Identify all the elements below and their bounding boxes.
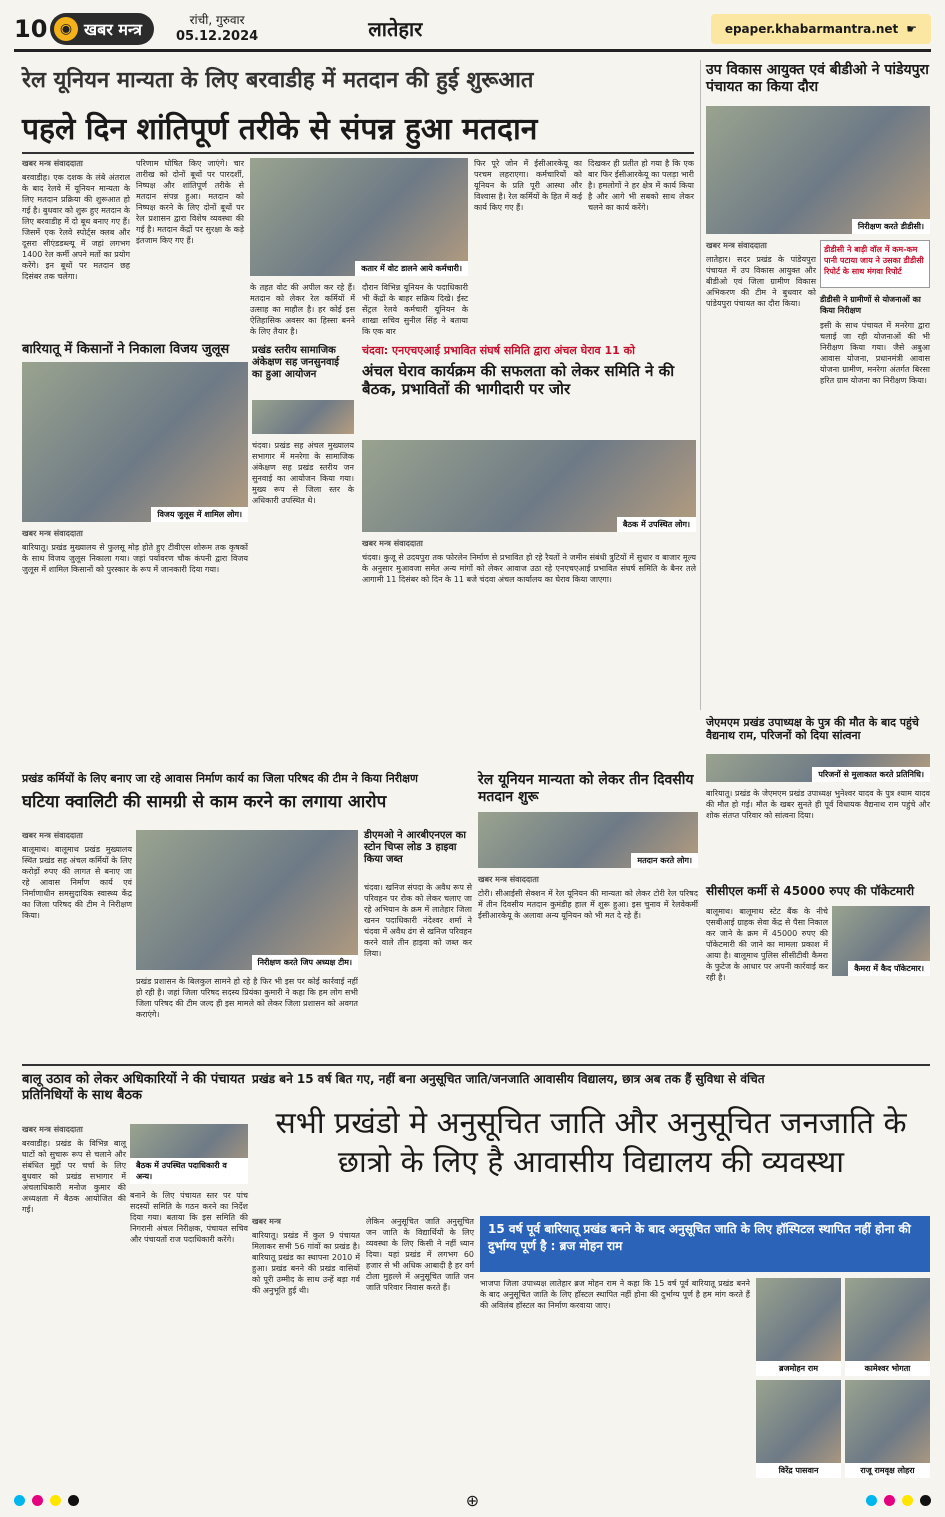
cyan-dot [866, 1495, 877, 1506]
audit-photo [252, 400, 354, 434]
audit-text: चंदवा। प्रखंड सह अंचल मुख्यालय सभागार में मनरेगा के सामाजिक अंकेक्षण सह प्रखंड स्तरीय जन सुनवाई का आयोजन किया गया। मुख्य रूप से जिला स्तर के अधिकारी उपस्थित थे। [252, 441, 354, 505]
people-grid [756, 1278, 930, 1478]
person-name-1: ब्रजमोहन राम [756, 1361, 841, 1376]
obit-photo-caption: परिजनों से मुलाकात करते प्रतिनिधि। [812, 767, 930, 782]
rail-headline: रेल यूनियन मान्यता को लेकर तीन दिवसीय मतदान शुरू [478, 772, 694, 805]
hostel-kicker: प्रखंड बने 15 वर्ष बित गए, नहीं बना अनुसूचित जाति/जनजाति आवासीय विद्यालय, छात्र अब तक हैं सुविधा से वंचित [252, 1072, 765, 1086]
rally-body [22, 528, 248, 766]
obit-text: बारियातू। प्रखंड के जेएमएम प्रखंड उपाध्यक्ष भुनेश्वर यादव के पुत्र श्याम यादव की मौत हो गई। मौत के खबर सुनते ही पूर्व विधायक वैद्यनाथ राम पहुंचे और शोक संतप्त परिवार को सांत्वना दिया। [706, 789, 930, 820]
black-dot [68, 1495, 79, 1506]
brand-logo-icon: ◉ [54, 17, 78, 41]
hostel-quote-text: भाजपा जिला उपाध्यक्ष लातेहार ब्रज मोहन राम ने कहा कि 15 वर्ष पूर्व बारियातू प्रखंड बनने के बाद अनुसूचित जाति के लिए हॉस्टल स्थापित नहीं होना की दुर्भाग्य पूर्ण है हम मांग करते हैं की अविलंब हॉस्टल का निर्माण करवाया जाए। [480, 1279, 750, 1310]
epaper-link[interactable] [711, 14, 931, 44]
lead-rule [22, 152, 694, 154]
hostel-headline: सभी प्रखंडो मे अनुसूचित जाति और अनुसूचित जनजाति के छात्रो के लिए है आवासीय विद्यालय की व्यवस्था [275, 1106, 907, 1180]
rally-text: बारियातू। प्रखंड मुख्यालय से फुलसू मोड़ होते हुए टीवीएस शोरूम तक कृषकों के साथ विजय जुलूस निकाला गया। जहां पर्यावरण चौक कंपनी द्वारा विजय जुलूस में शामिल किसानों को पुरस्कार के रूप में जानकारी दिया गया। [22, 543, 248, 574]
cctv-headline: सीसीएल कर्मी से 45000 रुपए की पॉकेटमारी [706, 884, 915, 898]
obit-headline: जेएमएम प्रखंड उपाध्यक्ष के पुत्र की मौत के बाद पहुंचे वैद्यनाथ राम, परिजनों को दिया सांत्वना [706, 716, 919, 743]
audit-headline: प्रखंड स्तरीय सामाजिक अंकेक्षण सह जनसुनवाई का हुआ आयोजन [252, 345, 340, 380]
cctv-text: बालूमाथ। बालूमाथ स्टेट बैंक के नीचे एसबीआई ग्राहक सेवा केंद्र से पैसा निकाल कर जाने के क्रम में 45000 रुपए की पॉकेटमारी की जाने का मामला प्रकाश में आया है। बालूमाथ पुलिस सीसीटीवी कैमरा के फुटेज के आधार पर अपनी कार्रवाई कर रही है। [706, 907, 828, 982]
chandwa-kicker: चंदवा: एनएचएआई प्रभावित संघर्ष समिति द्वारा अंचल घेराव 11 को [362, 344, 635, 357]
chandwa-dateline: खबर मन्त्र संवाददाता [362, 539, 423, 548]
city-day: रांची, गुरुवार [189, 13, 245, 27]
sand-dateline: खबर मन्त्र संवाददाता [22, 1125, 83, 1134]
ddc-photo-caption: निरीक्षण करते डीडीसी। [852, 219, 930, 234]
magenta-dot [32, 1495, 43, 1506]
epaper-url[interactable]: epaper.khabarmantra.net [724, 21, 899, 36]
sand-photo-caption: बैठक में उपस्थित पदाधिकारी व अन्य। [130, 1158, 248, 1184]
chandwa-photo-caption: बैठक में उपस्थित लोग। [617, 517, 696, 532]
lead-column-1 [22, 158, 130, 328]
color-registration-right [866, 1495, 931, 1506]
footer [14, 1490, 931, 1510]
chandwa-photo [362, 440, 696, 532]
ddc-column-1 [706, 240, 816, 710]
rail-photo [478, 812, 698, 868]
rail-text: टोरी। सीआईसी सेक्शन में रेल यूनियन की मान्यता को लेकर टोरी रेल परिषद में तीन दिवसीय मतदान कुमंडीह हाल में शुरू हुआ। इस चुनाव में रेलवेकर्मी ईसीआरकेयू के अलावा अन्य यूनियन को भी मत दे रहे हैं। [478, 889, 698, 920]
sand-text-2: बनाने के लिए पंचायत स्तर पर पांच सदस्यों समिति के गठन करने का निर्देश दिया गया। बताया कि इस समिति की निगरानी अंचल निरीक्षक, पंचायत सचिव और पंचायतों राज पदाधिकारी करेंगे। [130, 1191, 248, 1244]
cctv-photo [832, 906, 930, 976]
issue-date: 05.12.2024 [175, 29, 259, 44]
page-number: 10 [14, 14, 48, 43]
dmo-text: चंदवा। खनिज संपदा के अवैध रूप से परिवहन पर रोक को लेकर चलाए जा रहे अभियान के क्रम में लातेहार जिला खनन पदाधिकारी नंदेश्वर शर्मा ने चंदवा में अवैध ढंग से खनिज परिवहन करने वाले तीन हाइवा को जब्त कर लिया। [364, 883, 472, 958]
hostel-quote-banner: 15 वर्ष पूर्व बारियातू प्रखंड बनने के बाद अनुसूचित जाति के लिए हॉस्पिटल स्थापित नहीं होना की दुर्भाग्य पूर्ण है : ब्रज मोहन राम [480, 1216, 930, 1272]
person-photo-2 [845, 1278, 930, 1376]
lead-column-5: फिर पूरे जोन में ईसीआरकेयू का परचम लहराएगा। कर्मचारियों को यूनियन के प्रति पूरी आस्था और विश्वास है। रेल कर्मियों के हित में कई कार्य किए गए हैं। [474, 159, 582, 212]
person-name-4: राजू रामवृक्ष लोहरा [845, 1463, 930, 1478]
lead-headline: पहले दिन शांतिपूर्ण तरीके से संपन्न हुआ मतदान [22, 112, 538, 147]
cctv-photo-caption: कैमरा में कैद पॉकेटमार। [848, 961, 930, 976]
magenta-dot [884, 1495, 895, 1506]
lead-column-6: दिखकर ही प्रतीत हो गया है कि एक बार फिर ईसीआरकेयू का पलड़ा भारी है। हमलोगों ने हर क्षेत्र में कार्य किया है और आगे भी सबको साथ लेकर चलने का कार्य करेंगे। [588, 159, 694, 212]
ddc-subtitle: डीडीसी ने ग्रामीणों से योजनाओं का किया निरीक्षण [820, 295, 921, 315]
masthead [14, 8, 931, 52]
rally-photo-caption: विजय जुलूस में शामिल लोग। [151, 507, 248, 522]
housing-kicker: प्रखंड कर्मियों के लिए बनाए जा रहे आवास निर्माण कार्य का जिला परिषद की टीम ने किया निरीक्षण [22, 772, 418, 785]
ddc-headline: उप विकास आयुक्त एवं बीडीओ ने पांडेयपुरा पंचायत का किया दौरा [706, 62, 929, 95]
person-name-2: कामेश्वर भोगता [845, 1361, 930, 1376]
hand-pointer-icon: ☛ [906, 21, 917, 36]
section-rule [22, 1064, 930, 1066]
column-divider [700, 60, 701, 710]
color-registration-left [14, 1495, 79, 1506]
lead-dateline: खबर मन्त्र संवाददाता [22, 159, 83, 168]
lead-kicker: रेल यूनियन मान्यता के लिए बरवाडीह में मतदान की हुई शुरूआत [22, 68, 534, 93]
lead-column-2: परिणाम घोषित किए जाएंगे। चार तारीख को दोनों बूथों पर पारदर्शी, निष्पक्ष और शांतिपूर्ण तरीके से मतदान संपन्न हुआ। मतदान को निष्पक्ष करने के लिए दोनों बूथों पर रेल प्रशासन द्वारा विशेष व्यवस्था की गई है। मतदान केंद्रों पर सुरक्षा के कड़े इंतजाम किए गए हैं। [136, 159, 244, 245]
black-dot [920, 1495, 931, 1506]
housing-text: बालूमाथ। बालूमाथ प्रखंड मुख्यालय स्थित प्रखंड सह अंचल कर्मियों के लिए करोड़ों रुपए की लागत से बनाए जा रहे आवास निर्माण कार्य एवं निर्माणाधीन समसुदायिक स्वास्थ्य केंद्र का जिला परिषद की टीम ने निरीक्षण किया। [22, 845, 132, 920]
sand-headline: बालू उठाव को लेकर अधिकारियों ने की पंचायत प्रतिनिधियों के साथ बैठक [22, 1072, 245, 1103]
dmo-headline: डीएमओ ने आरबीएनएल का स्टोन चिप्स लोड 3 हाइवा किया जब्त [364, 830, 466, 865]
lead-photo [250, 158, 468, 276]
person-photo-1 [756, 1278, 841, 1376]
ddc-dateline: खबर मन्त्र संवाददाता [706, 241, 767, 250]
lead-text-1: बरवाडीह। एक दशक के लंबे अंतराल के बाद रेलवे में यूनियन मान्यता के लिए मतदान प्रक्रिया की शुरूआत हो गई है। बुधवार को शुरू हुए मतदान के लिए बरवाडीह में दो बूथ बनाए गए हैं। जिसमें एक रेलवे स्पोर्ट्स क्लब और दूसरा सीएंडडब्ल्यू में जहां लगभग 1400 रेल कर्मी अपने मतों का प्रयोग करेंगे। इन बूथों पर मतदान छह दिसंबर तक चलेगा। [22, 173, 130, 281]
sand-text: बरवाडीह। प्रखंड के विभिन्न बालू घाटों को सुचारू रूप से चलाने और संबंधित मुद्दों पर चर्चा के लिए बुधवार को प्रखंड सभागार में अंचलाधिकारी मनोज कुमार की अध्यक्षता में बैठक आयोजित की गई। [22, 1139, 126, 1214]
chandwa-body [362, 538, 696, 766]
chandwa-text: चंदवा। कुजू से उदयपुरा तक फोरलेन निर्माण से प्रभावित हो रहे रैयतों ने जमीन संबंधी त्रुटियों में सुधार व बाजार मूल्य के अनुसार मुआवजा समेत अन्य मांगों को लेकर आवाज उठा रहे एनएचएआई प्रभावित संघर्ष समिति के बैनर तले आगामी 11 दिसंबर को दिन के 11 बजे चंदवा अंचल कार्यालय का घेराव किया जाएगा। [362, 553, 696, 584]
rail-dateline: खबर मन्त्र संवाददाता [478, 875, 539, 884]
lead-column-4: दौरान विभिन्न यूनियन के पदाधिकारी भी केंद्रों के बाहर सक्रिय दिखे। ईस्ट सेंट्रल रेलवे कर्मचारी यूनियन के शाखा सचिव सुनील सिंह ने बताया कि एक बार [362, 283, 468, 336]
person-name-3: विरेंद्र पासवान [756, 1463, 841, 1478]
chandwa-headline: अंचल घेराव कार्यक्रम की सफलता को लेकर समिति ने की बैठक, प्रभावितों की भागीदारी पर जोर [362, 362, 675, 398]
brand-badge [50, 13, 154, 45]
housing-text-2: प्रखंड प्रशासन के बिलकुल सामने हो रहे है फिर भी इस पर कोई कार्रवाई नहीं हो रही है। जहां जिला परिषद सदस्य प्रियंका कुमारी ने कहा कि हम लोग सभी जिला परिषद की टीम जल्द ही इस मामले को लेकर जिला प्रशासन को अवगत कराएंगे। [136, 977, 358, 1019]
sand-photo [130, 1124, 248, 1184]
hostel-text-2: लेकिन अनुसूचित जाति अनुसूचित जन जाति के विद्यार्थियों के लिए व्यवस्था के लिए किसी ने नहीं ध्यान दिया। यहां प्रखंड में लगभग 60 हजार से भी अधिक आबादी है हर वर्ग टोला मुहल्ले में अनुसूचित जाति जन जाति परिवार निवास करते हैं। [366, 1217, 474, 1292]
housing-body [22, 830, 132, 1050]
housing-photo [136, 830, 358, 970]
rally-headline: बारियातू में किसानों ने निकाला विजय जुलूस [22, 342, 230, 357]
rail-photo-caption: मतदान करते लोग। [631, 853, 698, 868]
district-name: लातेहार [368, 17, 423, 41]
registration-crosshair-icon: ⊕ [465, 1490, 480, 1510]
rally-photo [22, 362, 248, 522]
hostel-body [252, 1216, 360, 1478]
rail-body [478, 874, 698, 1050]
lead-column-3: के तहत वोट की अपील कर रहे हैं। मतदान को लेकर रेल कर्मियों में उत्साह का माहौल है। हर कोई इस ऐतिहासिक अवसर का हिस्सा बनने के लिए तैयार है। [250, 283, 355, 336]
ddc-photo [706, 106, 930, 234]
person-photo-4 [845, 1380, 930, 1478]
hostel-dateline: खबर मन्त्र [252, 1217, 281, 1226]
brand-name: खबर मन्त्र [84, 19, 142, 39]
cyan-dot [14, 1495, 25, 1506]
ddc-sidebox: डीडीसी ने बाड़ी वॉल में कम-कम पानी पटाया जाय ने उसका डीडीसी रिपोर्ट के साथ मंगवा रिपोर्ट [820, 240, 930, 288]
housing-dateline: खबर मन्त्र संवाददाता [22, 831, 83, 840]
lead-photo-caption: कतार में वोट डालने आये कर्मचारी। [355, 261, 468, 276]
obit-photo [706, 754, 930, 782]
sand-body [22, 1124, 126, 1474]
rally-dateline: खबर मन्त्र संवाददाता [22, 529, 83, 538]
housing-headline: घटिया क्वालिटी की सामग्री से काम करने का लगाया आरोप [22, 792, 387, 812]
hostel-text: बारियातू। प्रखंड में कुल 9 पंचायत मिलाकर सभी 56 गांवों का प्रखंड है। बारियातू प्रखंड का स्थापना 2010 में हुआ। प्रखंड बनने की प्रखंड वासियों को पूरी उम्मीद के साथ उन्हें बड़ा गर्व की अनुभूति हुई थी। [252, 1231, 360, 1295]
yellow-dot [50, 1495, 61, 1506]
housing-photo-caption: निरीक्षण करते जिप अध्यक्ष टीम। [252, 955, 358, 970]
person-photo-3 [756, 1380, 841, 1478]
ddc-column-2: इसी के साथ पंचायत में मनरेगा द्वारा चलाई जा रही योजनाओं की भी निरीक्षण किया गया। जैसे अबुआ आवास योजना, प्रधानमंत्री आवास योजना ग्रामीण, मनरेगा अंतर्गत बिरसा हरित ग्राम योजना का निरीक्षण किया। [820, 321, 930, 385]
yellow-dot [902, 1495, 913, 1506]
date-block [176, 12, 258, 45]
ddc-text-1: लातेहार। सदर प्रखंड के पांडेयपुरा पंचायत में उप विकास आयुक्त और बीडीओ एवं जिला ग्रामीण विकास अभिकरण की टीम ने बुधवार को पांडेयपुरा पंचायत का दौरा किया। [706, 255, 816, 308]
